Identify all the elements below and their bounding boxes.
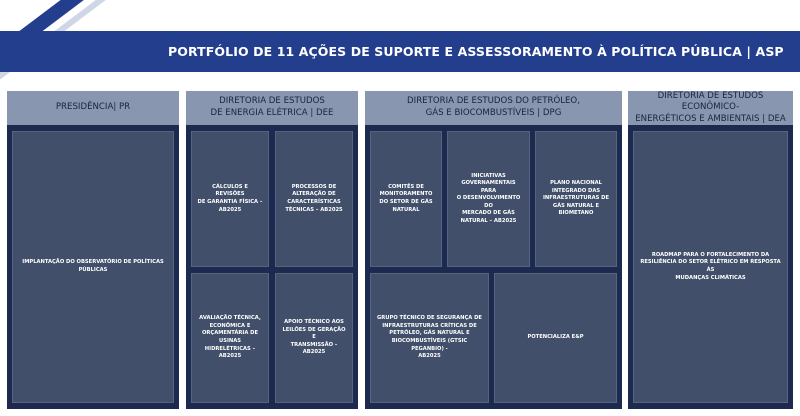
action-card-label: PLANO NACIONAL INTEGRADO DAS INFRAESTRUTURAS DE GÁS NATURAL E BIOMETANO xyxy=(542,180,609,217)
action-card[interactable] xyxy=(191,131,269,267)
column-header xyxy=(628,91,793,125)
action-card[interactable] xyxy=(12,131,174,403)
action-card[interactable] xyxy=(447,131,530,267)
column-header-label: DIRETORIA DE ESTUDOS DE ENERGIA ELÉTRICA | DEE xyxy=(210,96,334,118)
action-card-label: POTENCIALIZA E&P xyxy=(527,334,584,341)
column-header xyxy=(7,91,179,125)
action-card-label: COMITÊS DE MONITORAMENTO DO SETOR DE GÁS NATURAL xyxy=(379,183,433,213)
column-dea xyxy=(628,91,793,409)
action-card-label: PROCESSOS DE ALTERAÇÃO DE CARACTERÍSTICAS TÉCNICAS – AB2025 xyxy=(285,183,343,213)
column-header xyxy=(186,91,358,125)
action-card[interactable] xyxy=(370,273,489,403)
column-pr xyxy=(7,91,179,409)
column-header-label: PRESIDÊNCIA| PR xyxy=(55,102,131,113)
action-card[interactable] xyxy=(535,131,617,267)
action-card-label: CÁLCULOS E REVISÕES DE GARANTIA FÍSICA – AB2025 xyxy=(197,183,263,213)
column-dee xyxy=(186,91,358,409)
title-banner xyxy=(0,31,800,72)
column-header-label: DIRETORIA DE ESTUDOS ECONÔMICO- ENERGÉTICOS E AMBIENTAIS | DEA xyxy=(635,90,786,124)
action-card-label: INICIATIVAS GOVERNAMENTAIS PARA O DESENVOLVIMENTO DO MERCADO DE GÁS NATURAL – AB2025 xyxy=(456,172,521,224)
column-header-label: DIRETORIA DE ESTUDOS DO PETRÓLEO, GÁS E BIOCOMBUSTÍVEIS | DPG xyxy=(407,96,580,118)
action-card[interactable] xyxy=(370,131,442,267)
page-title: PORTFÓLIO DE 11 AÇÕES DE SUPORTE E ASSESSORAMENTO À POLÍTICA PÚBLICA | ASP xyxy=(168,44,784,59)
column-header xyxy=(365,91,622,125)
column-dpg xyxy=(365,91,622,409)
action-card[interactable] xyxy=(494,273,617,403)
action-card[interactable] xyxy=(633,131,788,403)
action-card[interactable] xyxy=(191,273,269,403)
action-card-label: AVALIAÇÃO TÉCNICA, ECONÔMICA E ORÇAMENTÁRIA DE USINAS HIDRELÉTRICAS – AB2025 xyxy=(199,315,261,360)
action-card-label: IMPLANTAÇÃO DO OBSERVATÓRIO DE POLÍTICAS PÚBLICAS xyxy=(22,259,164,273)
action-card-label: APOIO TÉCNICO AOS LEILÕES DE GERAÇÃO E TRANSMISSÃO – AB2025 xyxy=(282,319,346,356)
action-card-label: GRUPO TÉCNICO DE SEGURANÇA DE INFRAESTRUTURAS CRÍTICAS DE PETRÓLEO, GÁS NATURAL E BIOCOMBUSTÍVEIS (GTSIC PEGANBIO) - AB2025 xyxy=(377,315,482,360)
action-card[interactable] xyxy=(275,273,353,403)
action-card-label: ROADMAP PARA O FORTALECIMENTO DA RESILIÊNCIA DO SETOR ELÉTRICO EM RESPOSTA ÀS MUDANÇAS CLIMÁTICAS xyxy=(640,251,781,281)
action-card[interactable] xyxy=(275,131,353,267)
